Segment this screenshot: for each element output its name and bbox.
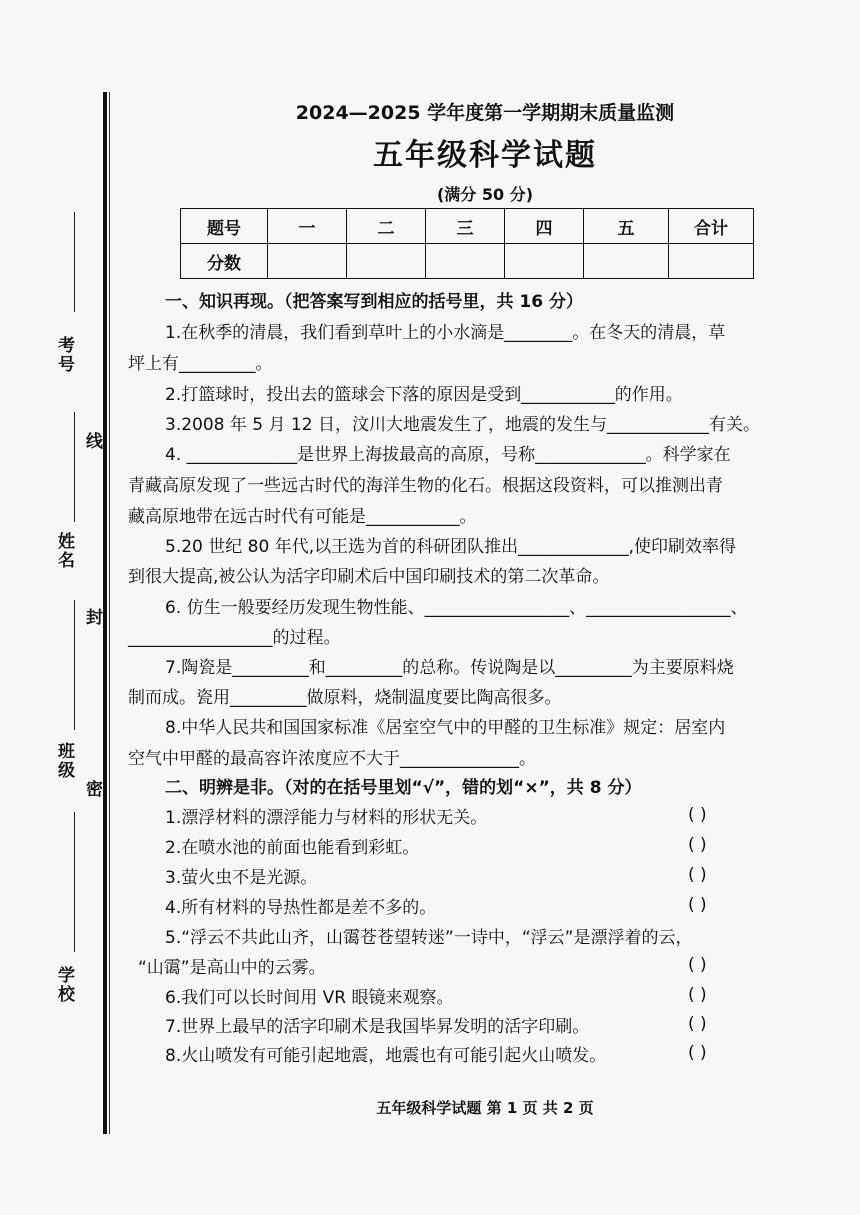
score-cell[interactable] — [347, 244, 426, 279]
judgement-item: 6.我们可以长时间用 VR 眼镜来观察。 — [165, 988, 454, 1008]
score-header-cell: 四 — [505, 209, 584, 244]
score-header-cell: 五 — [584, 209, 669, 244]
score-cell[interactable] — [669, 244, 754, 279]
question-line: 坪上有_________。 — [128, 354, 273, 374]
full-marks: (满分 50 分) — [436, 185, 534, 204]
question-line: 空气中甲醛的最高容许浓度应不大于______________。 — [128, 749, 536, 769]
score-header-cell: 三 — [426, 209, 505, 244]
section2-heading: 二、明辨是非。（对的在括号里划“√”，错的划“×”，共 8 分） — [165, 778, 642, 798]
judgement-item: 5.“浮云不共此山齐，山霭苍苍望转迷”一诗中，“浮云”是漂浮着的云， — [165, 928, 693, 948]
exam-no-blank — [74, 212, 75, 312]
question-line: 3.2008 年 5 月 12 日，汶川大地震发生了，地震的发生与____________有关。 — [165, 415, 760, 435]
judgement-item: 1.漂浮材料的漂浮能力与材料的形状无关。 — [165, 808, 488, 828]
judgement-item: 7.世界上最早的活字印刷术是我国毕昇发明的活字印刷。 — [165, 1017, 590, 1037]
score-cell[interactable] — [268, 244, 347, 279]
answer-parentheses[interactable]: ( ) — [688, 895, 707, 915]
question-line: 8.中华人民共和国国家标准《居室空气中的甲醛的卫生标准》规定：居室内 — [165, 718, 726, 738]
class-label: 班级 — [54, 742, 74, 780]
score-cell[interactable] — [584, 244, 669, 279]
judgement-item: 3.萤火虫不是光源。 — [165, 868, 318, 888]
judgement-item: 8.火山喷发有可能引起地震，地震也有可能引起火山喷发。 — [165, 1046, 607, 1066]
seal-seal-char: 封 — [82, 608, 102, 625]
answer-parentheses[interactable]: ( ) — [688, 805, 707, 825]
question-line: 到很大提高,被公认为活字印刷术后中国印刷技术的第二次革命。 — [128, 567, 610, 587]
name-label: 姓名 — [54, 532, 74, 570]
score-header-cell: 二 — [347, 209, 426, 244]
score-header-cell: 合计 — [669, 209, 754, 244]
answer-parentheses[interactable]: ( ) — [688, 955, 707, 975]
question-line: 制而成。瓷用_________做原料，烧制温度要比陶高很多。 — [128, 688, 562, 708]
judgement-item: 2.在喷水池的前面也能看到彩虹。 — [165, 838, 420, 858]
question-line: 2.打篮球时，投出去的篮球会下落的原因是受到___________的作用。 — [165, 385, 683, 405]
question-line: 藏高原地带在远古时代有可能是___________。 — [128, 507, 477, 527]
score-cell[interactable] — [426, 244, 505, 279]
judgement-item: “山霭”是高山中的云雾。 — [138, 958, 326, 978]
school-blank — [74, 812, 75, 952]
answer-parentheses[interactable]: ( ) — [688, 835, 707, 855]
page-footer: 五年级科学试题 第 1 页 共 2 页 — [376, 1099, 594, 1117]
name-blank — [74, 412, 75, 522]
answer-parentheses[interactable]: ( ) — [688, 865, 707, 885]
exam-no-label: 考号 — [54, 336, 74, 374]
judgement-item: 4.所有材料的导热性都是差不多的。 — [165, 898, 437, 918]
question-line: 6. 仿生一般要经历发现生物性能、_________________、_________________、 — [165, 598, 748, 618]
school-label: 学校 — [54, 966, 74, 1004]
question-line: 青藏高原发现了一些远古时代的海洋生物的化石。根据这段资料，可以推测出青 — [128, 476, 723, 496]
question-line: 1.在秋季的清晨，我们看到草叶上的小水滴是________。在冬天的清晨，草 — [165, 323, 726, 343]
score-header-cell: 题号 — [181, 209, 268, 244]
score-cell[interactable] — [505, 244, 584, 279]
score-row-label: 分数 — [181, 244, 268, 279]
exam-title: 2024—2025 学年度第一学期期末质量监测 — [295, 102, 675, 124]
exam-subtitle: 五年级科学试题 — [373, 138, 597, 173]
answer-parentheses[interactable]: ( ) — [688, 985, 707, 1005]
class-blank — [74, 600, 75, 730]
binding-border-inner — [109, 92, 110, 1134]
question-line: 5.20 世纪 80 年代,以王选为首的科研团队推出_____________,使印刷效率得 — [165, 537, 737, 557]
score-table — [180, 208, 754, 279]
answer-parentheses[interactable]: ( ) — [688, 1043, 707, 1063]
seal-secret-char: 密 — [82, 780, 102, 797]
question-line: 7.陶瓷是_________和_________的总称。传说陶是以_________为主要原料烧 — [165, 658, 734, 678]
score-header-cell: 一 — [268, 209, 347, 244]
question-line: _________________的过程。 — [128, 628, 341, 648]
question-line: 4. _____________是世界上海拔最高的高原，号称_____________。科学家在 — [165, 445, 731, 465]
section1-heading: 一、知识再现。（把答案写到相应的括号里，共 16 分） — [165, 292, 583, 312]
answer-parentheses[interactable]: ( ) — [688, 1014, 707, 1034]
score-table-header-row — [181, 209, 754, 244]
score-table-score-row — [181, 244, 754, 279]
seal-line-char: 线 — [82, 432, 102, 449]
